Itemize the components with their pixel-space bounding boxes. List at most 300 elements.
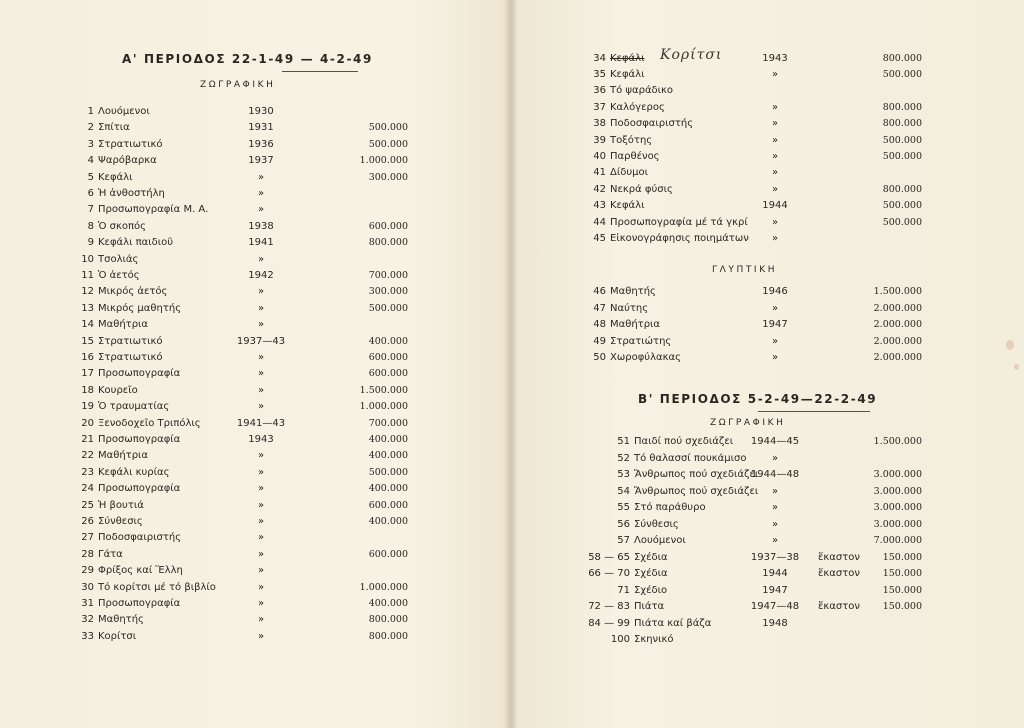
item-price: 600.000 bbox=[368, 499, 408, 511]
list-item bbox=[0, 596, 500, 612]
item-title: Κεφάλι παιδιοῦ bbox=[98, 237, 174, 249]
item-number: 29 bbox=[81, 565, 94, 577]
item-number: 25 bbox=[81, 499, 94, 511]
item-number: 31 bbox=[81, 598, 94, 609]
item-price: 2.000.000 bbox=[873, 319, 922, 330]
item-each-label: ἕκαστον bbox=[818, 568, 860, 579]
item-title: Προσωπογραφία bbox=[98, 483, 181, 495]
item-year: » bbox=[771, 335, 779, 347]
item-title: Τσολιάς bbox=[98, 253, 139, 265]
item-price: 800.000 bbox=[882, 183, 922, 195]
list-item bbox=[0, 481, 500, 497]
item-number: 54 bbox=[617, 485, 630, 497]
item-number: 4 bbox=[87, 155, 94, 167]
item-title: Στρατιωτικό bbox=[98, 352, 163, 363]
item-title: Ἡ ἀνθοστήλη bbox=[98, 188, 165, 199]
item-number: 40 bbox=[593, 151, 606, 162]
list-item bbox=[512, 517, 1012, 533]
list-item bbox=[0, 284, 500, 300]
list-item bbox=[0, 301, 500, 317]
item-number: 28 bbox=[81, 548, 94, 560]
list-item bbox=[512, 67, 1012, 83]
list-item bbox=[0, 252, 500, 268]
item-price: 150.000 bbox=[882, 568, 922, 579]
item-number: 18 bbox=[81, 384, 94, 396]
item-title: Πιάτα bbox=[634, 601, 665, 612]
list-item bbox=[0, 120, 500, 136]
item-year: » bbox=[257, 516, 265, 527]
list-item bbox=[0, 514, 500, 530]
item-price: 300.000 bbox=[368, 286, 408, 298]
item-year: » bbox=[257, 598, 265, 609]
item-number: 7 bbox=[87, 204, 94, 216]
list-item bbox=[512, 116, 1012, 132]
item-price: 400.000 bbox=[368, 483, 408, 495]
item-number: 20 bbox=[81, 417, 94, 429]
item-title: Ὁ ἀετός bbox=[98, 270, 140, 281]
item-price: 3.000.000 bbox=[873, 485, 922, 497]
list-item bbox=[512, 284, 1012, 300]
item-title: Προσωπογραφία μέ τά γκρί bbox=[610, 216, 748, 228]
item-year: 1944 bbox=[762, 568, 788, 579]
item-number: 47 bbox=[593, 302, 606, 314]
item-title: Κεφάλι bbox=[98, 171, 133, 183]
item-year: 1930 bbox=[248, 106, 274, 117]
list-item bbox=[0, 153, 500, 169]
list-item bbox=[0, 350, 500, 366]
list-item bbox=[512, 133, 1012, 149]
item-year: 1941—43 bbox=[236, 417, 286, 429]
item-year: » bbox=[257, 548, 265, 560]
item-number: 26 bbox=[81, 516, 94, 527]
item-price: 400.000 bbox=[368, 450, 408, 462]
item-number: 30 bbox=[81, 581, 94, 593]
list-item bbox=[512, 350, 1012, 366]
item-price: 1.000.000 bbox=[359, 155, 408, 167]
item-price: 1.000.000 bbox=[359, 401, 408, 413]
item-price: 800.000 bbox=[368, 237, 408, 249]
item-price: 500.000 bbox=[882, 151, 922, 162]
paper-stain bbox=[1014, 364, 1019, 370]
list-item bbox=[512, 100, 1012, 116]
list-item bbox=[0, 498, 500, 514]
item-title: Καλόγερος bbox=[610, 101, 665, 113]
item-price: 1.500.000 bbox=[359, 384, 408, 396]
item-number: 100 bbox=[610, 634, 630, 645]
item-title: Παιδί πού σχεδιάζει bbox=[634, 436, 734, 447]
item-title: Σύνθεσις bbox=[634, 518, 679, 530]
item-year: 1943 bbox=[762, 53, 788, 64]
list-item bbox=[0, 137, 500, 153]
list-item bbox=[0, 465, 500, 481]
item-title: Κορίτσι bbox=[98, 630, 137, 642]
item-title: Δίδυμοι bbox=[610, 167, 648, 179]
item-year: 1944—45 bbox=[750, 436, 800, 447]
item-year: » bbox=[257, 352, 265, 363]
item-price: 150.000 bbox=[882, 584, 922, 596]
item-title: Κεφάλι bbox=[610, 200, 645, 212]
item-title: Τό θαλασσί πουκάμισο bbox=[634, 452, 747, 464]
item-number: 14 bbox=[81, 319, 94, 331]
item-year: 1948 bbox=[762, 617, 788, 629]
item-title: Ἄνθρωπος πού σχεδιάζει bbox=[634, 469, 759, 480]
item-number: 16 bbox=[81, 352, 94, 363]
item-title: Παρθένος bbox=[610, 151, 660, 162]
item-year: » bbox=[257, 565, 265, 577]
item-number: 43 bbox=[593, 200, 606, 212]
item-price: 500.000 bbox=[368, 138, 408, 150]
item-year: » bbox=[257, 483, 265, 495]
list-item bbox=[0, 235, 500, 251]
item-price: 2.000.000 bbox=[873, 335, 922, 347]
list-item bbox=[512, 484, 1012, 500]
item-year: » bbox=[257, 253, 265, 265]
item-year: 1931 bbox=[248, 122, 274, 134]
item-title: Ναύτης bbox=[610, 302, 649, 314]
item-year: 1937—43 bbox=[236, 335, 286, 347]
list-item bbox=[0, 612, 500, 628]
item-title: Μαθητής bbox=[610, 286, 656, 297]
item-year: » bbox=[771, 151, 779, 162]
item-number: 56 bbox=[617, 518, 630, 530]
item-title: Χωροφύλακας bbox=[610, 352, 681, 363]
item-price: 500.000 bbox=[882, 200, 922, 212]
list-item bbox=[512, 83, 1012, 99]
item-price: 400.000 bbox=[368, 516, 408, 527]
list-item bbox=[512, 149, 1012, 165]
item-year: 1937—38 bbox=[750, 551, 800, 563]
item-title: Στρατιωτικό bbox=[98, 335, 163, 347]
item-price: 150.000 bbox=[882, 601, 922, 612]
item-price: 800.000 bbox=[882, 53, 922, 64]
item-number: 13 bbox=[81, 302, 94, 314]
item-price: 150.000 bbox=[882, 551, 922, 563]
item-number: 27 bbox=[81, 532, 94, 544]
period-b-title: Β' ΠΕΡΙΟΔΟΣ 5-2-49—22-2-49 bbox=[638, 392, 878, 406]
item-number: 49 bbox=[593, 335, 606, 347]
item-title: Εἰκονογράφησις ποιημάτων bbox=[610, 233, 749, 244]
item-price: 500.000 bbox=[882, 69, 922, 80]
list-item bbox=[0, 399, 500, 415]
item-number: 53 bbox=[617, 469, 630, 480]
item-number: 50 bbox=[593, 352, 606, 363]
item-title: Λουόμενοι bbox=[634, 535, 686, 546]
list-item bbox=[512, 215, 1012, 231]
item-number: 45 bbox=[593, 233, 606, 244]
item-title: Κεφάλι bbox=[610, 69, 645, 80]
item-price: 3.000.000 bbox=[873, 469, 922, 480]
item-number: 41 bbox=[593, 167, 606, 179]
item-year: 1947—48 bbox=[750, 601, 800, 612]
item-year: » bbox=[771, 352, 779, 363]
item-title: Λουόμενοι bbox=[98, 106, 150, 117]
item-year: » bbox=[771, 502, 779, 513]
list-item bbox=[0, 383, 500, 399]
item-price: 400.000 bbox=[368, 434, 408, 445]
list-item bbox=[512, 51, 1012, 67]
item-title: Νεκρά φύσις bbox=[610, 183, 673, 195]
item-title: Προσωπογραφία bbox=[98, 434, 181, 445]
list-item bbox=[0, 334, 500, 350]
item-price: 1.000.000 bbox=[359, 581, 408, 593]
item-price: 700.000 bbox=[368, 270, 408, 281]
item-number: 46 bbox=[593, 286, 606, 297]
item-year: » bbox=[257, 401, 265, 413]
list-item bbox=[512, 301, 1012, 317]
item-price: 300.000 bbox=[368, 171, 408, 183]
item-number: 17 bbox=[81, 368, 94, 380]
item-price: 700.000 bbox=[368, 417, 408, 429]
item-price: 3.000.000 bbox=[873, 502, 922, 513]
item-number: 3 bbox=[87, 138, 94, 150]
item-title: Προσωπογραφία Μ. Α. bbox=[98, 204, 209, 216]
item-year: » bbox=[257, 450, 265, 462]
item-price: 800.000 bbox=[368, 630, 408, 642]
item-number: 35 bbox=[593, 69, 606, 80]
list-item bbox=[0, 268, 500, 284]
left-page bbox=[0, 0, 508, 728]
item-year: » bbox=[257, 532, 265, 544]
item-price: 2.000.000 bbox=[873, 302, 922, 314]
item-title: Μαθήτρια bbox=[98, 450, 149, 462]
item-title: Ὁ σκοπός bbox=[98, 220, 147, 232]
item-number: 24 bbox=[81, 483, 94, 495]
item-price: 600.000 bbox=[368, 368, 408, 380]
item-title: Μικρός ἀετός bbox=[98, 286, 168, 298]
item-price: 500.000 bbox=[882, 216, 922, 228]
item-year: » bbox=[257, 171, 265, 183]
item-price: 3.000.000 bbox=[873, 518, 922, 530]
list-item bbox=[512, 317, 1012, 333]
item-number: 2 bbox=[87, 122, 94, 134]
item-title: Ὁ τραυματίας bbox=[98, 401, 170, 413]
list-item bbox=[0, 563, 500, 579]
item-price: 500.000 bbox=[368, 466, 408, 478]
item-title: Πιάτα καί βάζα bbox=[634, 617, 712, 629]
item-number: 34 bbox=[593, 53, 606, 64]
item-number: 71 bbox=[617, 584, 630, 596]
item-year: » bbox=[257, 319, 265, 331]
list-item bbox=[512, 583, 1012, 599]
item-price: 2.000.000 bbox=[873, 352, 922, 363]
item-price: 7.000.000 bbox=[873, 535, 922, 546]
right-page bbox=[512, 0, 1024, 728]
item-title: Προσωπογραφία bbox=[98, 598, 181, 609]
item-year: » bbox=[771, 216, 779, 228]
item-year: 1941 bbox=[248, 237, 274, 249]
list-item bbox=[0, 219, 500, 235]
item-number: 6 bbox=[87, 188, 94, 199]
item-number: 15 bbox=[81, 335, 94, 347]
list-item bbox=[0, 366, 500, 382]
item-title: Σπίτια bbox=[98, 122, 130, 134]
list-item bbox=[512, 451, 1012, 467]
item-year: 1947 bbox=[762, 319, 788, 330]
item-number: 22 bbox=[81, 450, 94, 462]
item-number: 32 bbox=[81, 614, 94, 626]
item-number: 5 bbox=[87, 171, 94, 183]
item-title: Σύνθεσις bbox=[98, 516, 143, 527]
item-title-struck: Κεφάλι bbox=[610, 53, 645, 64]
item-number: 66 — 70 bbox=[588, 568, 630, 579]
section-sculpture: ΓΛΥΠΤΙΚΗ bbox=[712, 265, 778, 275]
item-year: 1946 bbox=[762, 286, 788, 297]
item-number: 9 bbox=[87, 237, 94, 249]
item-number: 33 bbox=[81, 630, 94, 642]
item-year: » bbox=[771, 302, 779, 314]
item-title: Φρίξος καί Ἕλλη bbox=[98, 565, 183, 577]
item-year: » bbox=[257, 614, 265, 626]
item-year: » bbox=[771, 233, 779, 244]
item-title: Ἡ βουτιά bbox=[98, 499, 144, 511]
item-number: 42 bbox=[593, 183, 606, 195]
item-year: 1942 bbox=[248, 270, 274, 281]
item-title: Ψαρόβαρκα bbox=[98, 155, 157, 167]
item-title: Στρατιώτης bbox=[610, 335, 672, 347]
item-number: 55 bbox=[617, 502, 630, 513]
list-item bbox=[0, 448, 500, 464]
item-number: 21 bbox=[81, 434, 94, 445]
list-item bbox=[0, 432, 500, 448]
item-year: » bbox=[257, 630, 265, 642]
list-item bbox=[0, 416, 500, 432]
list-item bbox=[512, 632, 1012, 648]
item-year: » bbox=[257, 581, 265, 593]
list-item bbox=[0, 317, 500, 333]
item-title: Στό παράθυρο bbox=[634, 502, 706, 513]
item-number: 38 bbox=[593, 118, 606, 130]
list-item bbox=[512, 231, 1012, 247]
item-title: Τοξότης bbox=[610, 134, 653, 146]
item-title: Ξενοδοχεῖο Τριπόλις bbox=[98, 417, 201, 429]
item-number: 72 — 83 bbox=[588, 601, 630, 612]
item-title: Προσωπογραφία bbox=[98, 368, 181, 380]
list-item bbox=[0, 547, 500, 563]
section-painting-a: ΖΩΓΡΑΦΙΚΗ bbox=[200, 80, 276, 90]
section-painting-b: ΖΩΓΡΑΦΙΚΗ bbox=[710, 418, 786, 428]
paper-stain bbox=[1006, 340, 1014, 350]
item-number: 48 bbox=[593, 319, 606, 330]
page-fold bbox=[503, 0, 517, 728]
item-year: » bbox=[257, 499, 265, 511]
item-number: 10 bbox=[81, 253, 94, 265]
item-price: 500.000 bbox=[368, 302, 408, 314]
item-title: Γάτα bbox=[98, 548, 123, 560]
item-price: 1.500.000 bbox=[873, 286, 922, 297]
item-price: 1.500.000 bbox=[873, 436, 922, 447]
item-price: 800.000 bbox=[882, 101, 922, 113]
list-item bbox=[512, 165, 1012, 181]
item-year: » bbox=[771, 183, 779, 195]
list-item bbox=[512, 467, 1012, 483]
item-title: Μαθήτρια bbox=[98, 319, 149, 331]
list-item bbox=[0, 170, 500, 186]
item-number: 23 bbox=[81, 466, 94, 478]
item-number: 1 bbox=[87, 106, 94, 117]
item-price: 600.000 bbox=[368, 352, 408, 363]
list-item bbox=[0, 580, 500, 596]
list-item bbox=[512, 566, 1012, 582]
title-underline bbox=[758, 411, 870, 412]
list-item bbox=[512, 500, 1012, 516]
item-number: 8 bbox=[87, 220, 94, 232]
item-title: Τό ψαράδικο bbox=[610, 85, 674, 97]
item-year: 1938 bbox=[248, 220, 274, 232]
period-a-title: Α' ΠΕΡΙΟΔΟΣ 22-1-49 — 4-2-49 bbox=[122, 52, 373, 66]
item-number: 11 bbox=[81, 270, 94, 281]
item-price: 600.000 bbox=[368, 548, 408, 560]
list-item bbox=[0, 202, 500, 218]
item-price: 500.000 bbox=[368, 122, 408, 134]
item-year: 1947 bbox=[762, 584, 788, 596]
item-year: » bbox=[771, 101, 779, 113]
item-number: 44 bbox=[593, 216, 606, 228]
item-year: » bbox=[771, 485, 779, 497]
item-title: Στρατιωτικό bbox=[98, 138, 163, 150]
item-title: Σχέδιο bbox=[634, 584, 668, 596]
list-item bbox=[512, 550, 1012, 566]
list-item bbox=[512, 334, 1012, 350]
item-title: Ποδοσφαιριστής bbox=[610, 118, 694, 130]
item-year: » bbox=[771, 452, 779, 464]
item-year: » bbox=[257, 368, 265, 380]
item-year: 1944 bbox=[762, 200, 788, 212]
handwritten-correction: Κορίτσι bbox=[660, 47, 723, 63]
item-title: Μαθήτρια bbox=[610, 319, 661, 330]
item-price: 600.000 bbox=[368, 220, 408, 232]
list-item bbox=[0, 629, 500, 645]
list-item bbox=[0, 104, 500, 120]
item-year: » bbox=[257, 302, 265, 314]
item-title: Ποδοσφαιριστής bbox=[98, 532, 182, 544]
item-price: 500.000 bbox=[882, 134, 922, 146]
item-year: » bbox=[771, 167, 779, 179]
item-price: 800.000 bbox=[368, 614, 408, 626]
item-year: » bbox=[771, 134, 779, 146]
item-title: Σχέδια bbox=[634, 551, 668, 563]
list-item bbox=[512, 198, 1012, 214]
item-title: Μαθητής bbox=[98, 614, 144, 626]
item-year: » bbox=[257, 466, 265, 478]
item-year: » bbox=[257, 384, 265, 396]
item-title: Ἄνθρωπος πού σχεδιάζει bbox=[634, 485, 759, 497]
item-number: 51 bbox=[617, 436, 630, 447]
item-title: Σχέδια bbox=[634, 568, 668, 579]
item-title: Μικρός μαθητής bbox=[98, 302, 182, 314]
item-price: 800.000 bbox=[882, 118, 922, 130]
item-number: 57 bbox=[617, 535, 630, 546]
item-year: » bbox=[257, 204, 265, 216]
item-year: » bbox=[257, 188, 265, 199]
item-year: » bbox=[771, 69, 779, 80]
item-price: 400.000 bbox=[368, 598, 408, 609]
item-title: Σκηνικό bbox=[634, 634, 674, 645]
list-item bbox=[512, 533, 1012, 549]
list-item bbox=[0, 530, 500, 546]
item-number: 58 — 65 bbox=[588, 551, 630, 563]
list-item bbox=[512, 434, 1012, 450]
item-year: » bbox=[771, 535, 779, 546]
item-year: 1943 bbox=[248, 434, 274, 445]
item-each-label: ἕκαστον bbox=[818, 601, 860, 612]
list-item bbox=[512, 616, 1012, 632]
item-each-label: ἕκαστον bbox=[818, 551, 860, 563]
list-item bbox=[0, 186, 500, 202]
item-number: 39 bbox=[593, 134, 606, 146]
item-year: 1937 bbox=[248, 155, 274, 167]
item-title: Κουρεῖο bbox=[98, 384, 138, 396]
list-item bbox=[512, 599, 1012, 615]
